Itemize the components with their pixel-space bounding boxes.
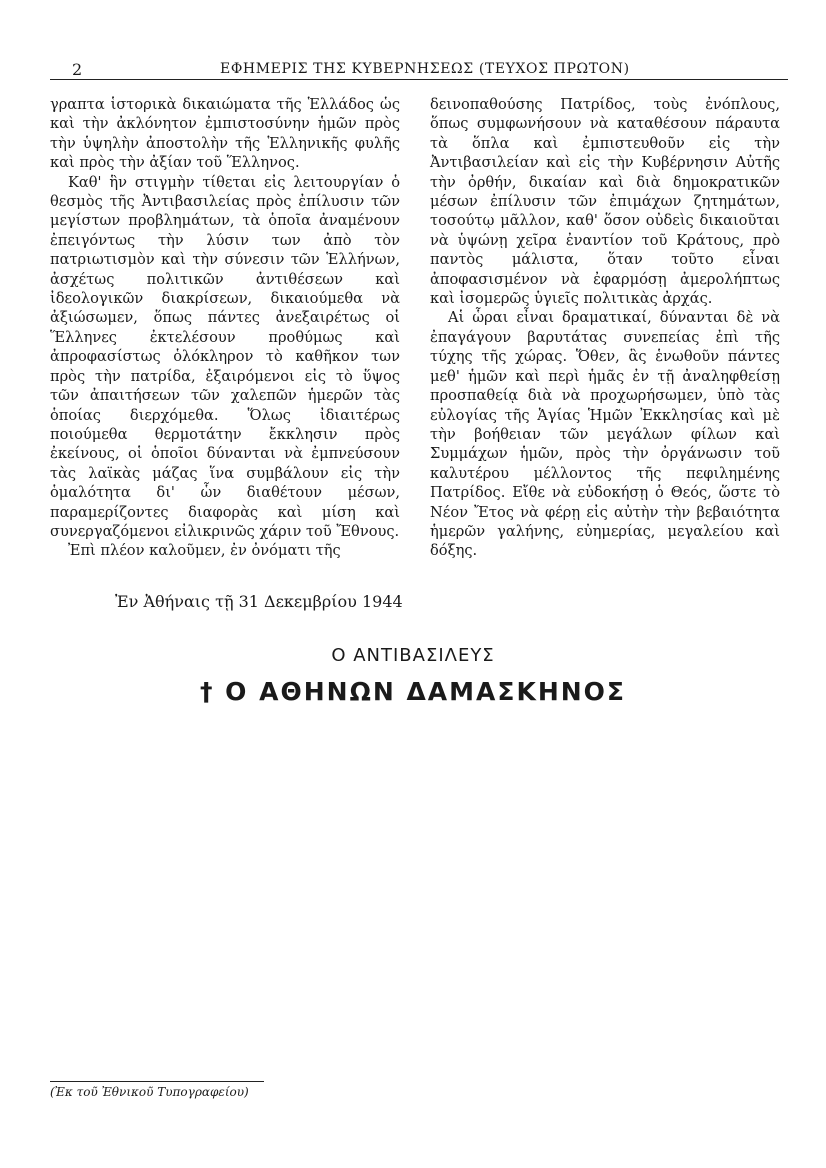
date-line: Ἐν Ἀθήναις τῇ 31 Δεκεμβρίου 1944 [115, 592, 403, 611]
page-header [50, 58, 788, 80]
paragraph: Καθ' ἣν στιγμὴν τίθεται εἰς λειτουργίαν ὁ θεσμὸς τῆς Ἀντιβασιλείας πρὸς ἐπίλυσιν τῶν μεγίστων προβλημάτων, τὰ ὁποῖα ἀναμένουν ἐπειγόντως τὴν λύσιν των ἀπὸ τὸν πατριωτισμὸν καὶ τὴν σύνεσιν τῶν Ἑλλήνων, ἀσχέτως πολιτικῶν ἀντιθέσεων καὶ ἰδεολογικῶν διακρίσεων, δικαιούμεθα νὰ ἀξιώσωμεν, ὅπως πάντες ἀνεξαιρέτως οἱ Ἕλληνες ἐκτελέσουν προθύμως καὶ ἀπροφασίστως ὁλόκληρον τὸ καθῆκον των πρὸς τὴν πατρίδα, ἐξαιρόμενοι εἰς τὸ ὕψος τῶν ἀπαιτήσεων τῶν χαλεπῶν ἡμερῶν τὰς ὁποίας διερχόμεθα. Ὅλως ἰδιαιτέρως ποιούμεθα θερμοτάτην ἔκκλησιν πρὸς ἐκείνους, οἱ ὁποῖοι δύνανται νὰ ἐμπνεύσουν τὰς λαϊκὰς μάζας ἵνα συμβάλουν εἰς τὴν ὁμαλότητα δι' ὧν διαθέτουν μέσων, παραμερίζοντες διαφορὰς καὶ μίση καὶ συνεργαζόμενοι εἰλικρινῶς χάριν τοῦ Ἔθνους. [50, 173, 400, 540]
signature-name: † Ο ΑΘΗΝΩΝ ΔΑΜΑΣΚΗΝΟΣ [199, 677, 627, 706]
paragraph: Αἱ ὧραι εἶναι δραματικαί, δύνανται δὲ νὰ ἐπαγάγουν βαρυτάτας συνεπείας ἐπὶ τῆς τύχης τῆς χώρας. Ὅθεν, ἃς ἑνωθοῦν πάντες μεθ' ἡμῶν καὶ περὶ ἡμᾶς ἐν τῇ ἀναληφθείσῃ προσπαθείᾳ διὰ νὰ προχωρήσωμεν, ὑπὸ τὰς εὐλογίας τῆς Ἁγίας Ἡμῶν Ἐκκλησίας καὶ μὲ τὴν βοήθειαν τῶν μεγάλων φίλων καὶ Συμμάχων ἡμῶν, πρὸς τὴν ὀργάνωσιν τοῦ καλυτέρου μέλλοντος τῆς πεφιλημένης Πατρίδος. Εἴθε νὰ εὐδοκήσῃ ὁ Θεός, ὥστε τὸ Νέον Ἔτος νὰ φέρῃ εἰς αὐτὴν τὴν βεβαιότητα ἡμερῶν γαλήνης, εὐημερίας, μεγαλείου καὶ δόξης. [430, 309, 780, 560]
footer-rule [50, 1081, 264, 1082]
paragraph: γραπτα ἱστορικὰ δικαιώματα τῆς Ἑλλάδος ὡς καὶ τὴν ἀκλόνητον ἐμπιστοσύνην ἡμῶν πρὸς τὴν ὑψηλὴν ἀποστολὴν τῆς Ἑλληνικῆς φυλῆς καὶ πρὸς τὴν ἀξίαν τοῦ Ἕλληνος. [50, 96, 400, 172]
header-rule [50, 79, 788, 80]
page-number: 2 [72, 60, 83, 79]
paragraph: Ἐπὶ πλέον καλοῦμεν, ἐν ὀνόματι τῆς [68, 542, 341, 560]
paragraph: δεινοπαθούσης Πατρίδος, τοὺς ἐνόπλους, ὅπως συμφωνήσουν νὰ καταθέσουν πάραυτα τὰ ὅπλα καὶ ἐμπιστευθοῦν εἰς τὴν Ἀντιβασιλείαν καὶ εἰς τὴν Κυβέρνησιν Αὐτῆς τὴν ὀρθήν, δικαίαν καὶ διὰ δημοκρατικῶν μέσων ἐπίλυσιν τῶν ἐπιμάχων ζητημάτων, τοσούτῳ μᾶλλον, καθ' ὅσον οὐδεὶς δικαιοῦται νὰ ὑψώνῃ χεῖρα ἐναντίον τοῦ Κράτους, πρὸ παντὸς μάλιστα, ὅταν τοῦτο εἶναι ἀποφασισμένον νὰ ἐφαρμόσῃ ἀμερολήπτως καὶ ἰσομερῶς ὑγιεῖς πολιτικὰς ἀρχάς. [430, 96, 780, 308]
signature-title: Ο ΑΝΤΙΒΑΣΙΛΕΥΣ [331, 645, 495, 666]
running-title: ΕΦΗΜΕΡΙΣ ΤΗΣ ΚΥΒΕΡΝΗΣΕΩΣ (ΤΕΥΧΟΣ ΠΡΩΤΟΝ) [220, 61, 630, 77]
left-column [50, 95, 400, 561]
right-column [430, 95, 780, 561]
printer-note: (Ἐκ τοῦ Ἐθνικοῦ Τυπογραφείου) [50, 1085, 249, 1099]
